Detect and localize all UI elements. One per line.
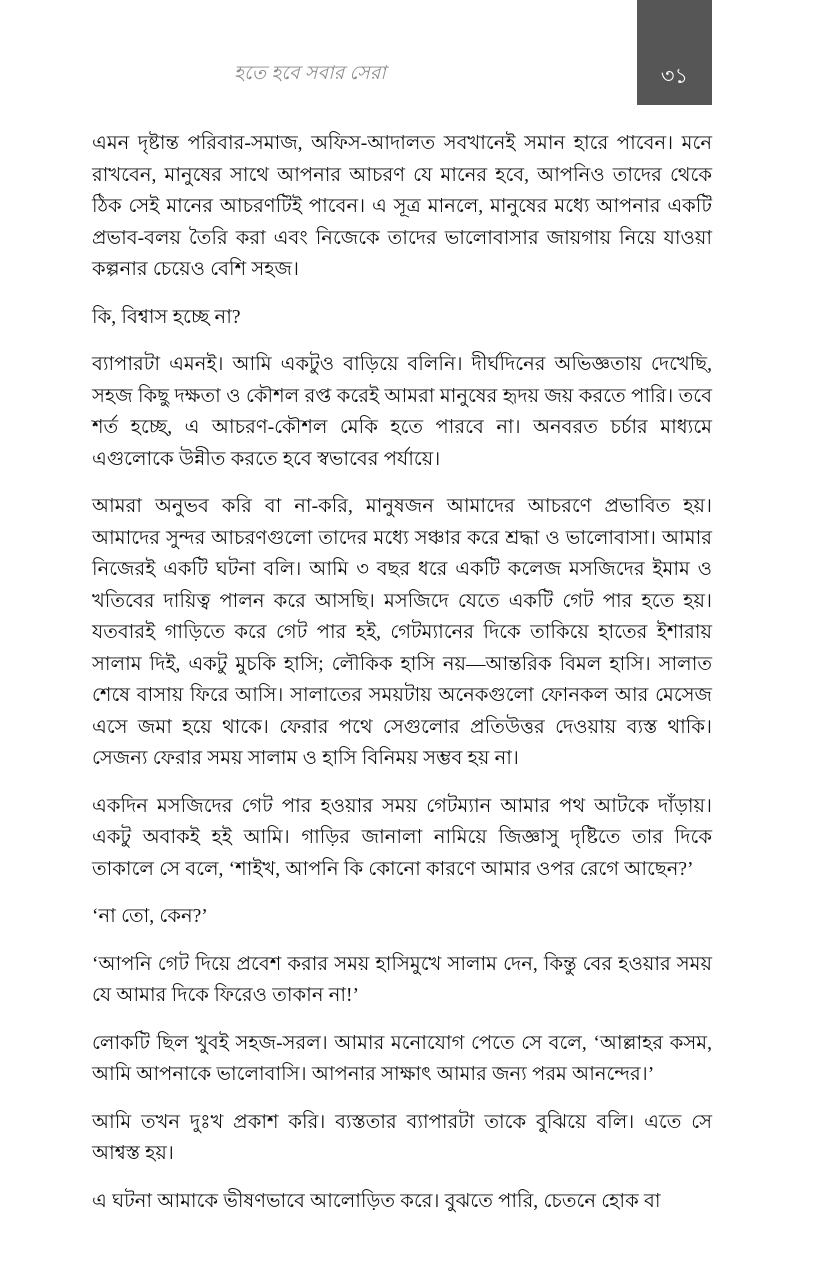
running-header [0,0,822,108]
running-header-title: হতে হবে সবার সেরা [233,63,387,84]
paragraph-7: ‘আপনি গেট দিয়ে প্রবেশ করার সময় হাসিমুখে সালাম দেন, কিন্তু বের হওয়ার সময় যে আমার দিকে ফিরেও তাকান না!’ [92,953,712,1006]
paragraph-2: কি, বিশ্বাস হচ্ছে না? [92,306,241,328]
paragraph-6: ‘না তো, কেন?’ [92,906,208,927]
paragraph-1: এমন দৃষ্টান্ত পরিবার-সমাজ, অফিস-আদালত সবখানেই সমান হারে পাবেন। মনে রাখবেন, মানুষের সাথে আপনার আচরণ যে মানের হবে, আপনিও তাদের থেকে ঠিক সেই মানের আচরণটিই পাবেন। এ সূত্র মানলে, মানুষের মধ্যে আপনার একটি প্রভাব-বলয় তৈরি করা এবং নিজেকে তাদের ভালোবাসার জায়গায় নিয়ে যাওয়া কল্পনার চেয়েও বেশি সহজ। [92,133,712,280]
body-text-column [92,128,712,1217]
page-number: ৩১ [660,65,689,88]
paragraph-5: একদিন মসজিদের গেট পার হওয়ার সময় গেটম্যান আমার পথ আটকে দাঁড়ায়। একটু অবাকই হই আমি। গাড়ির জানালা নামিয়ে জিজ্ঞাসু দৃষ্টিতে তার দিকে তাকালে সে বলে, ‘শাইখ, আপনি কি কোনো কারণে আমার ওপর রেগে আছেন?’ [92,795,712,880]
paragraph-10: এ ঘটনা আমাকে ভীষণভাবে আলোড়িত করে। বুঝতে পারি, চেতনে হোক বা [92,1190,661,1212]
paragraph-8: লোকটি ছিল খুবই সহজ-সরল। আমার মনোযোগ পেতে সে বলে, ‘আল্লাহর কসম, আমি আপনাকে ভালোবাসি। আপনার সাক্ষাৎ আমার জন্য পরম আনন্দের।’ [92,1032,712,1085]
paragraph-9: আমি তখন দুঃখ প্রকাশ করি। ব্যস্ততার ব্যাপারটা তাকে বুঝিয়ে বলি। এতে সে আশ্বস্ত হয়। [92,1111,712,1164]
paragraph-3: ব্যাপারটা এমনই। আমি একটুও বাড়িয়ে বলিনি। দীর্ঘদিনের অভিজ্ঞতায় দেখেছি, সহজ কিছু দক্ষতা ও কৌশল রপ্ত করেই আমরা মানুষের হৃদয় জয় করতে পারি। তবে শর্ত হচ্ছে, এ আচরণ-কৌশল মেকি হতে পারবে না। অনবরত চর্চার মাধ্যমে এগুলোকে উন্নীত করতে হবে স্বভাবের পর্যায়ে। [92,354,712,470]
paragraph-4: আমরা অনুভব করি বা না-করি, মানুষজন আমাদের আচরণে প্রভাবিত হয়। আমাদের সুন্দর আচরণগুলো তাদের মধ্যে সঞ্চার করে শ্রদ্ধা ও ভালোবাসা। আমার নিজেরই একটি ঘটনা বলি। আমি ৩ বছর ধরে একটি কলেজ মসজিদের ইমাম ও খতিবের দায়িত্ব পালন করে আসছি। মসজিদে যেতে একটি গেট পার হতে হয়। যতবারই গাড়িতে করে গেট পার হই, গেটম্যানের দিকে তাকিয়ে হাতের ইশারায় সালাম দিই, একটু মুচকি হাসি; লৌকিক হাসি নয়—আন্তরিক বিমল হাসি। সালাত শেষে বাসায় ফিরে আসি। সালাতের সময়টায় অনেকগুলো ফোনকল আর মেসেজ এসে জমা হয়ে থাকে। ফেরার পথে সেগুলোর প্রতিউত্তর দেওয়ায় ব্যস্ত থাকি। সেজন্য ফেরার সময় সালাম ও হাসি বিনিময় সম্ভব হয় না। [92,496,712,769]
page-number-box [637,0,712,105]
